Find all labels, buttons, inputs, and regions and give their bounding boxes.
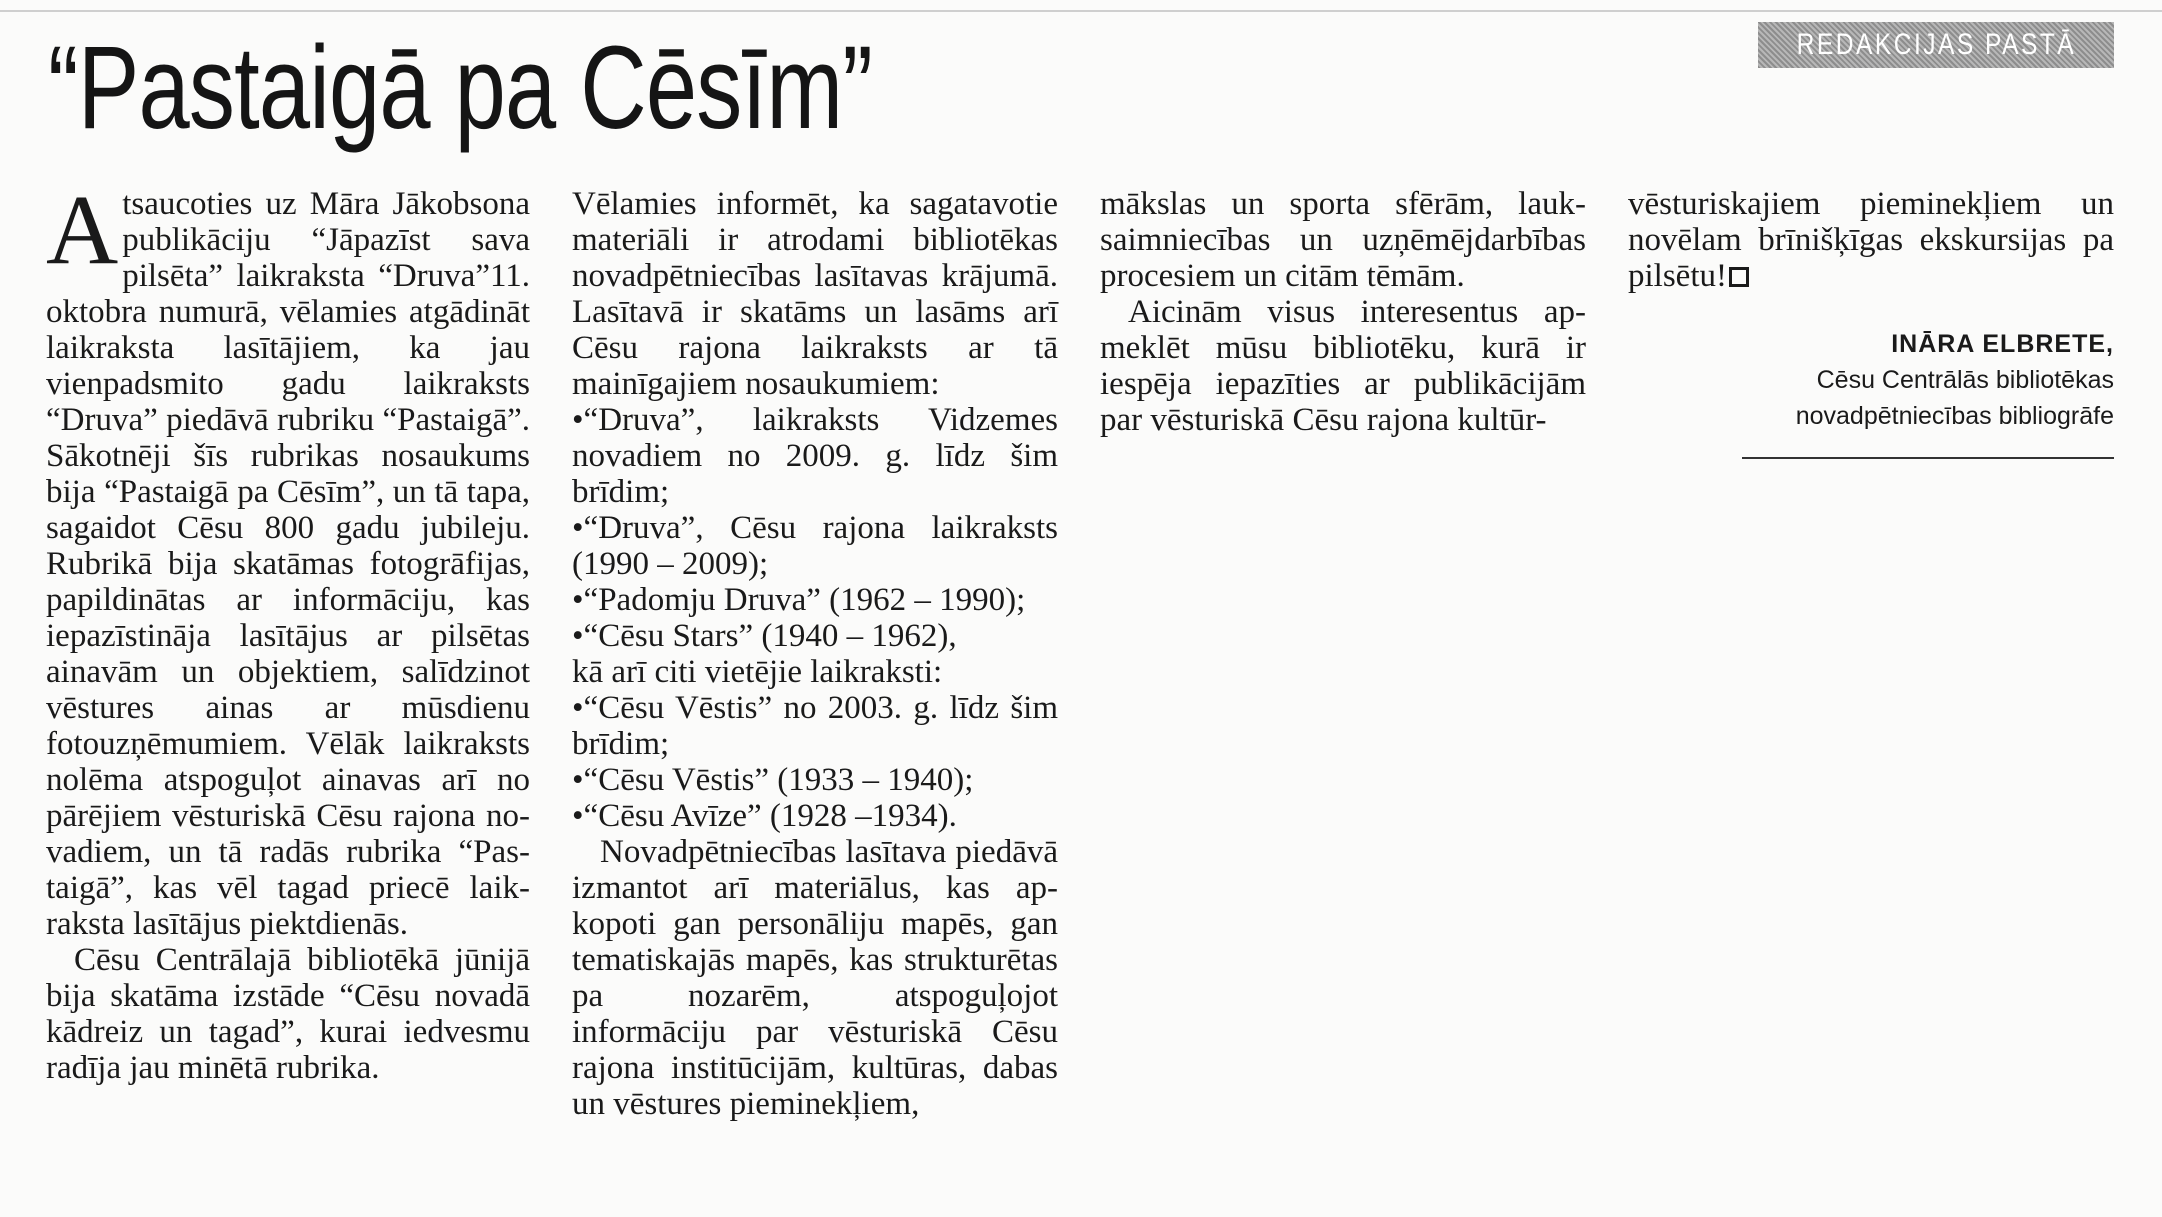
paragraph: Cēsu Centrālajā bibliotēkā jūnijā bija skatāma izstāde “Cēsu novadā kādreiz un tagad”, kurai iedvesmu radīja jau minētā rubrika.: [46, 942, 530, 1086]
article-column-1: [46, 174, 530, 1086]
article-column-3: [1100, 186, 1586, 438]
list-item: •“Cēsu Avīze” (1928 –1934).: [572, 798, 957, 834]
author-name: INĀRA ELBRETE,: [1891, 330, 2114, 358]
rubric-label: REDAKCIJAS PASTĀ: [1796, 28, 2076, 61]
paragraph: [1628, 186, 2114, 294]
author-signature: [1700, 326, 2114, 434]
paragraph-text: vēsturiskajiem pieminekļiem un novēlam brīnišķīgas ekskursijas pa pilsētu!: [1628, 186, 2114, 294]
paragraph: [46, 174, 530, 942]
list-item: •“Cēsu Vēstis” (1933 – 1940);: [572, 762, 974, 798]
article-column-2: [572, 186, 1058, 1122]
paragraph-text: tsaucoties uz Māra Jākobsona publikāciju “Jāpazīst sava pilsēta” laikraksta “Druva”11. oktobra numurā, vēlamies atgādināt laikraksta lasītājiem, ka jau vienpadsmito gadu laikraksts “Druva” piedāvā rubriku “Pastaigā”. Sākotnēji šīs rubrikas nosaukums bija “Pastaigā pa Cēsīm”, un tā tapa, sagaidot Cēsu 800 gadu jubileju. Rubrikā bija skatāmas fotogrāfijas, papildinātas ar informāciju, kas iepazīstināja lasītājus ar pilsētas ainavām un objektiem, salīdzinot vēstures ainas ar mūsdienu fotouzņēmumiem. Vēlāk laikraksts nolēma atspoguļot ainavas arī no pārējiem vēsturiskā Cēsu rajona novadiem, un tā radās rubrika “Pastaigā”, kas vēl tagad priecē laikraksta lasītājus piektdienās.: [46, 186, 530, 942]
article-column-4: [1628, 186, 2114, 294]
list-item: •“Druva”, Cēsu rajona laikraksts (1990 – 2009);: [572, 510, 1058, 582]
list-item: •“Cēsu Vēstis” no 2003. g. līdz šim brīdim;: [572, 690, 1058, 762]
paragraph: Aicinām visus interesentus apmeklēt mūsu bibliotēku, kurā ir iespēja iepazīties ar publikācijām par vēsturiskā Cēsu rajona kultūr-: [1100, 294, 1586, 438]
top-border-rule: [0, 10, 2162, 12]
list-item: •“Druva”, laikraksts Vidzemes novadiem no 2009. g. līdz šim brīdim;: [572, 402, 1058, 510]
paragraph: kā arī citi vietējie laikraksti:: [572, 654, 943, 690]
paragraph: Novadpētniecības lasītava piedāvā izmantot arī materiālus, kas apkopoti gan personāliju mapēs, gan tematiskajās mapēs, kas strukturētas pa nozarēm, atspoguļojot informāciju par vēsturiskā Cēsu rajona institūcijām, kultūras, dabas un vēstures pieminekļiem,: [572, 834, 1058, 1122]
list-item: •“Cēsu Stars” (1940 – 1962),: [572, 618, 957, 654]
paragraph: mākslas un sporta sfērām, lauksaimniecības un uzņēmējdarbības procesiem un citām tēmām.: [1100, 186, 1586, 294]
drop-cap: A: [46, 174, 119, 285]
author-affiliation: Cēsu Centrālās bibliotēkas: [1816, 366, 2114, 394]
rubric-badge: [1758, 22, 2114, 68]
list-item: •“Padomju Druva” (1962 – 1990);: [572, 582, 1026, 618]
article-title: “Pastaigā pa Cēsīm”: [48, 22, 873, 154]
author-role: novadpētniecības bibliogrāfe: [1795, 402, 2114, 430]
paragraph: Vēlamies informēt, ka sagatavotie materiāli ir atrodami bibliotēkas novadpētniecības lasītavas krājumā. Lasītavā ir skatāms un lasāms arī Cēsu rajona laikraksts ar tā mainīgajiem nosaukumiem:: [572, 186, 1058, 402]
end-mark-icon: [1729, 267, 1749, 287]
signature-rule: [1742, 457, 2114, 459]
